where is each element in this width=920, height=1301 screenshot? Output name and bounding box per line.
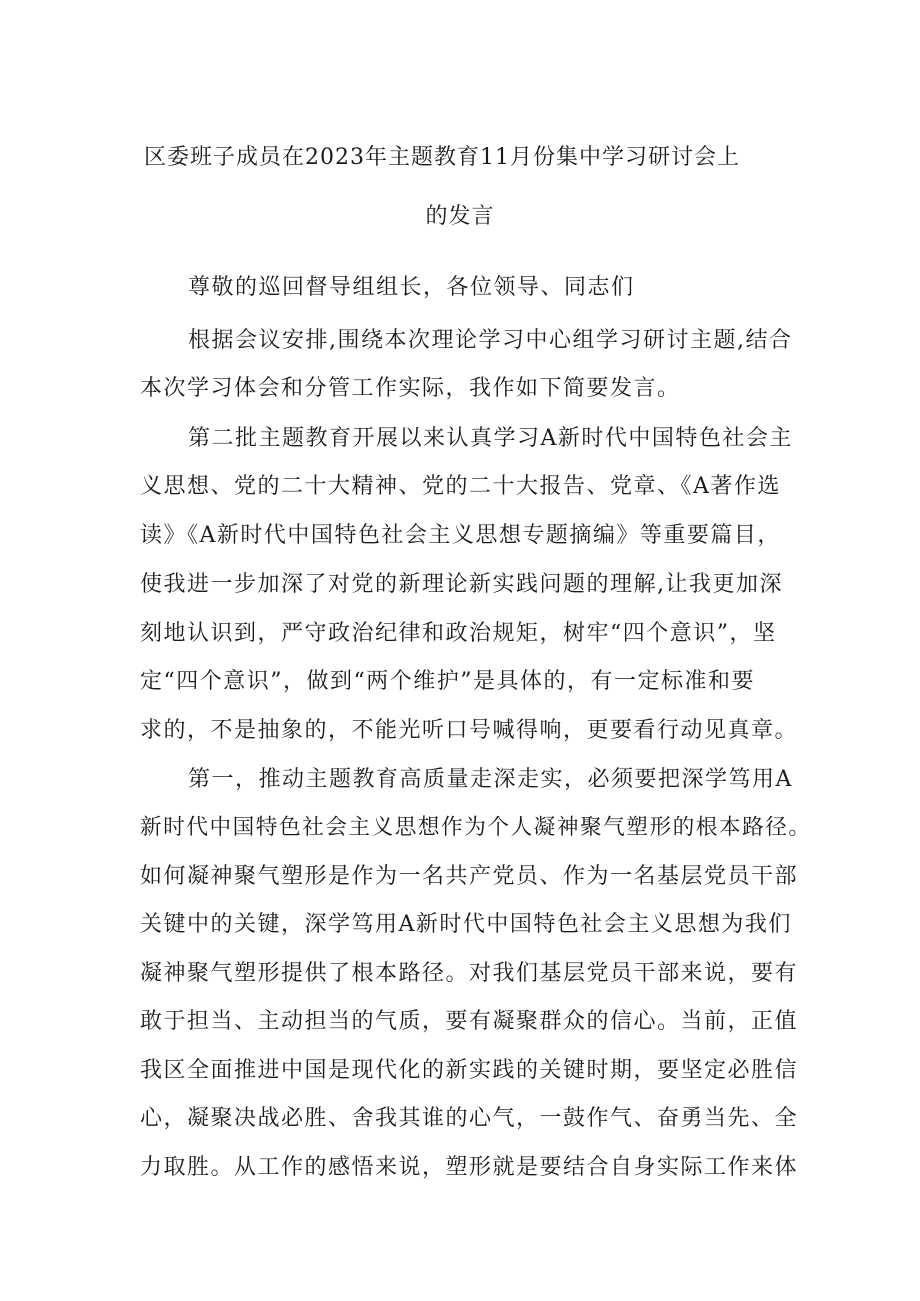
body-line: 第二批主题教育开展以来认真学习A新时代中国特色社会主 (188, 426, 793, 451)
document-title-line-2: 的发言 (425, 204, 495, 229)
body-line: 敢于担当、主动担当的气质，要有凝聚群众的信心。当前，正值 (140, 1009, 799, 1034)
body-line: 凝神聚气塑形提供了根本路径。对我们基层党员干部来说，要有 (140, 961, 799, 986)
body-line: 刻地认识到，严守政治纪律和政治规矩，树牢“四个意识”，坚 (140, 621, 777, 646)
body-line: 关键中的关键，深学笃用A新时代中国特色社会主义思想为我们 (140, 912, 792, 937)
body-line: 心，凝聚决战必胜、舍我其谁的心气，一鼓作气、奋勇当先、全 (140, 1106, 799, 1131)
body-line: 根据会议安排,围绕本次理论学习中心组学习研讨主题,结合 (188, 328, 793, 353)
body-line: 读》《A新时代中国特色社会主义思想专题摘编》等重要篇目， (140, 523, 781, 548)
body-line: 本次学习体会和分管工作实际，我作如下简要发言。 (140, 376, 681, 401)
body-line: 新时代中国特色社会主义思想作为个人凝神聚气塑形的根本路径。 (140, 815, 812, 840)
document-title-line-1: 区委班子成员在2023年主题教育11月份集中学习研讨会上 (144, 145, 740, 170)
body-line: 第一，推动主题教育高质量走深走实，必须要把深学笃用A (188, 767, 793, 792)
body-line: 义思想、党的二十大精神、党的二十大报告、党章、《A著作选 (140, 474, 781, 499)
body-line: 力取胜。从工作的感悟来说，塑形就是要结合自身实际工作来体 (140, 1155, 799, 1180)
body-line: 定“四个意识”，做到“两个维护”是具体的，有一定标准和要 (140, 669, 755, 694)
body-line: 我区全面推进中国是现代化的新实践的关键时期，要坚定必胜信 (140, 1058, 799, 1083)
body-line: 求的，不是抽象的，不能光听口号喊得响，更要看行动见真章。 (140, 718, 799, 743)
body-line: 使我进一步加深了对党的新理论新实践问题的理解,让我更加深 (140, 572, 783, 597)
body-line: 如何凝神聚气塑形是作为一名共产党员、作为一名基层党员干部 (140, 864, 799, 889)
salutation-line: 尊敬的巡回督导组组长，各位领导、同志们 (188, 275, 635, 300)
